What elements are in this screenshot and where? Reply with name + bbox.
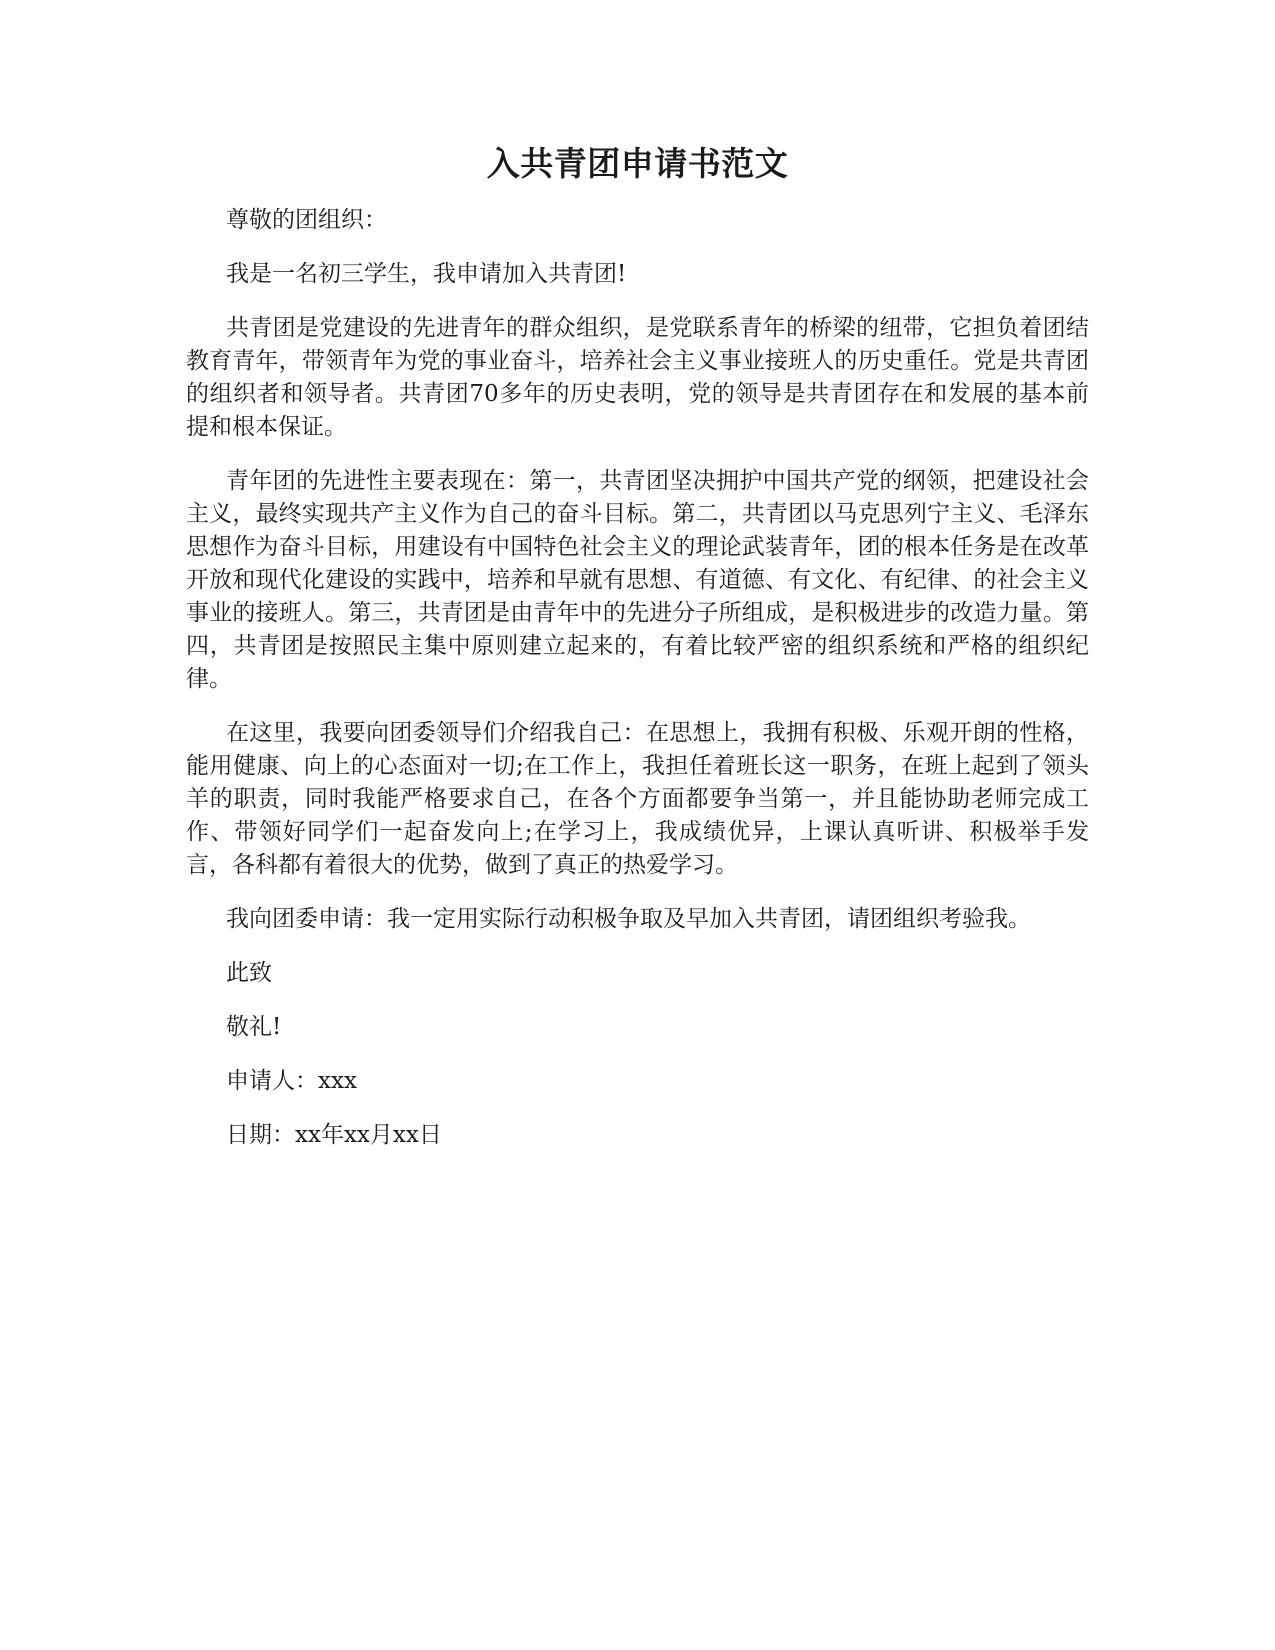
paragraph-league-role: 共青团是党建设的先进青年的群众组织，是党联系青年的桥梁的纽带，它担负着团结教育青年，带领青年为党的事业奋斗，培养社会主义事业接班人的历史重任。党是共青团的组织者和领导者。共青团70多年的历史表明，党的领导是共青团存在和发展的基本前提和根本保证。: [186, 315, 1089, 440]
paragraph-intro: 我是一名初三学生，我申请加入共青团!: [226, 261, 627, 287]
closing-salute: 敬礼!: [226, 1014, 282, 1040]
document-page: [186, 140, 1089, 1173]
application-date: 日期：xx年xx月xx日: [226, 1122, 442, 1148]
applicant-signature: 申请人：xxx: [226, 1068, 357, 1094]
paragraph-league-advancement: 青年团的先进性主要表现在：第一，共青团坚决拥护中国共产党的纲领，把建设社会主义，最终实现共产主义作为自己的奋斗目标。第二，共青团以马克思列宁主义、毛泽东思想作为奋斗目标，用建设有中国特色社会主义的理论武装青年，团的根本任务是在改革开放和现代化建设的实践中，培养和早就有思想、有道德、有文化、有纪律、的社会主义事业的接班人。第三，共青团是由青年中的先进分子所组成，是积极进步的改造力量。第四，共青团是按照民主集中原则建立起来的，有着比较严密的组织系统和严格的组织纪律。: [186, 468, 1089, 692]
document-title: 入共青团申请书范文: [486, 144, 789, 183]
paragraph-application: 我向团委申请：我一定用实际行动积极争取及早加入共青团，请团组织考验我。: [226, 906, 1031, 932]
paragraph-self-introduction: 在这里，我要向团委领导们介绍我自己：在思想上，我拥有积极、乐观开朗的性格，能用健康、向上的心态面对一切;在工作上，我担任着班长这一职务，在班上起到了领头羊的职责，同时我能严格要求自己，在各个方面都要争当第一，并且能协助老师完成工作、带领好同学们一起奋发向上;在学习上，我成绩优异，上课认真听讲、积极举手发言，各科都有着很大的优势，做到了真正的热爱学习。: [186, 720, 1089, 878]
salutation: 尊敬的团组织：: [226, 207, 387, 233]
closing-regards: 此致: [226, 960, 272, 986]
